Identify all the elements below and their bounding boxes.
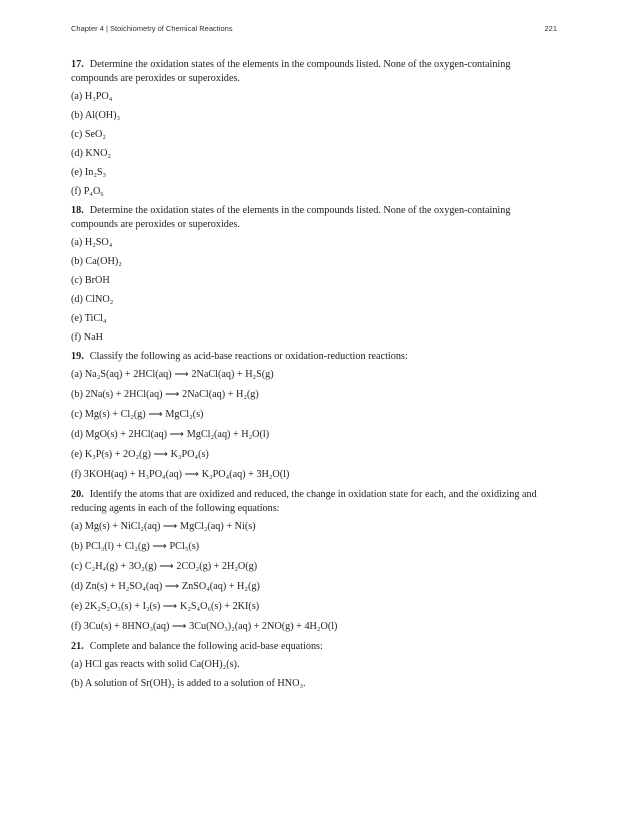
question-text: Determine the oxidation states of the elements in the compounds listed. None of the oxygen-containing compounds are peroxides or superoxides. [71,59,511,84]
list-item: (f) NaH [71,332,103,343]
list-item: (e) TiCl₄ [71,313,107,324]
question-17-prompt [71,58,557,86]
question-number: 17. [71,59,84,70]
question-number: 19. [71,351,84,362]
question-text: Determine the oxidation states of the elements in the compounds listed. None of the oxygen-containing compounds are peroxides or superoxides. [71,205,511,230]
list-item: (e) In₂S₃ [71,167,107,178]
list-item: (a) H₃PO₄ [71,91,113,102]
exercise-list [71,58,557,696]
question-19-prompt [71,350,557,364]
equation-item: (b) 2Na(s) + 2HCl(aq) ⟶ 2NaCl(aq) + H₂(g) [71,389,259,400]
equation-item: (f) 3Cu(s) + 8HNO₃(aq) ⟶ 3Cu(NO₃)₂(aq) + 2NO(g) + 4H₂O(l) [71,621,338,632]
equation-item: (e) K₃P(s) + 2O₂(g) ⟶ K₃PO₄(s) [71,449,209,460]
equation-item: (a) Na₂S(aq) + 2HCl(aq) ⟶ 2NaCl(aq) + H₂S(g) [71,369,274,380]
list-item: (b) Ca(OH)₂ [71,256,122,267]
list-item: (f) P₄O₆ [71,186,104,197]
equation-item: (d) Zn(s) + H₂SO₄(aq) ⟶ ZnSO₄(aq) + H₂(g) [71,581,260,592]
list-item: (a) HCl gas reacts with solid Ca(OH)₂(s). [71,659,240,670]
equation-item: (f) 3KOH(aq) + H₃PO₄(aq) ⟶ K₃PO₄(aq) + 3H₂O(l) [71,469,290,480]
question-21-prompt [71,640,557,654]
question-number: 20. [71,489,84,500]
question-number: 18. [71,205,84,216]
question-18-prompt [71,204,557,232]
list-item: (c) SeO₂ [71,129,106,140]
chapter-title: Chapter 4 | Stoichiometry of Chemical Reactions [71,24,233,33]
list-item: (b) A solution of Sr(OH)₂ is added to a solution of HNO₃. [71,678,306,689]
question-text: Identify the atoms that are oxidized and reduced, the change in oxidation state for each, and the oxidizing and reducing agents in each of the following equations: [71,489,537,514]
question-text: Complete and balance the following acid-base equations: [89,641,323,652]
question-text: Classify the following as acid-base reactions or oxidation-reduction reactions: [89,351,408,362]
list-item: (c) BrOH [71,275,110,286]
equation-item: (c) Mg(s) + Cl₂(g) ⟶ MgCl₂(s) [71,409,204,420]
list-item: (b) Al(OH)₃ [71,110,121,121]
question-number: 21. [71,641,84,652]
equation-item: (b) PCl₃(l) + Cl₂(g) ⟶ PCl₅(s) [71,541,200,552]
question-20-prompt [71,488,557,516]
page-number: 221 [544,24,557,33]
equation-item: (c) C₂H₄(g) + 3O₂(g) ⟶ 2CO₂(g) + 2H₂O(g) [71,561,258,572]
equation-item: (a) Mg(s) + NiCl₂(aq) ⟶ MgCl₂(aq) + Ni(s) [71,521,256,532]
list-item: (a) H₂SO₄ [71,237,113,248]
equation-item: (d) MgO(s) + 2HCl(aq) ⟶ MgCl₂(aq) + H₂O(l) [71,429,270,440]
page-header [71,24,557,33]
list-item: (d) ClNO₂ [71,294,114,305]
equation-item: (e) 2K₂S₂O₃(s) + I₂(s) ⟶ K₂S₄O₆(s) + 2KI(s) [71,601,260,612]
list-item: (d) KNO₂ [71,148,112,159]
